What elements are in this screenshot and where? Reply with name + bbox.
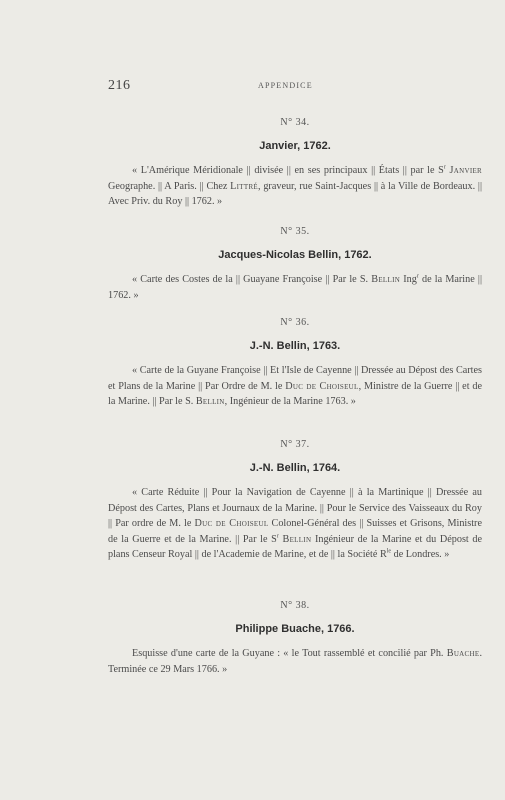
body-text-run: . Terminée ce 29 Mars 1766. » <box>108 648 482 675</box>
body-text-run: , Ingénieur de la Marine 1763. » <box>224 396 356 408</box>
superscript-text: r <box>416 273 419 280</box>
entry-35 <box>108 226 482 303</box>
small-caps-name: Duc de Choiseul <box>285 380 359 392</box>
entry-36 <box>108 317 482 410</box>
entry-body <box>108 646 482 677</box>
entry-38 <box>108 600 482 677</box>
small-caps-name: Janvier <box>449 165 482 176</box>
body-text-run: , graveur, rue Saint-Jacques || à la Ville de Bordeaux. || Avec Priv. du Roy || 1762. » <box>108 180 482 208</box>
entry-number: N° 38. <box>280 600 310 611</box>
entry-37 <box>108 439 482 563</box>
small-caps-name: Buache <box>446 648 480 659</box>
running-head: APPENDICE <box>258 81 313 90</box>
small-caps-name: Duc de Choiseul <box>194 518 269 530</box>
entry-body <box>108 163 482 210</box>
entry-body <box>108 363 482 410</box>
body-text-run: de la Marine || 1762. » <box>108 274 482 301</box>
page-number: 216 <box>108 78 131 93</box>
body-text-run: Ingénieur de la Marine et du Dépost de plans Censeur Royal || de l'Academie de Marine, et de || la Société R <box>108 533 483 561</box>
small-caps-name: Bellin <box>282 533 312 545</box>
body-text-run: Esquisse d'une carte de la Guyane : « le Tout rassemblé et concilié par Ph. <box>132 648 447 659</box>
entry-number: N° 35. <box>280 226 310 237</box>
body-text-run: Colonel-Général des || Suisses et Grisons, Ministre de la Guerre et de la Marine. || Par le S <box>108 518 482 545</box>
superscript-text: r <box>443 164 446 171</box>
entry-heading: Janvier, 1762. <box>259 140 331 152</box>
body-text-run: , Ministre de la Guerre || et de la Marine. || Par le S. <box>108 380 482 408</box>
small-caps-name: Littré <box>230 180 259 192</box>
body-text-run: « Carte de la Guyane Françoise || Et l'Isle de Cayenne || Dressée au Dépost des Cartes et Plans de la Marine || Par Ordre de M. le <box>108 365 482 392</box>
small-caps-name: Bellin <box>195 396 225 408</box>
entry-heading: J.-N. Bellin, 1764. <box>249 462 341 474</box>
entry-heading: Philippe Buache, 1766. <box>235 623 355 635</box>
body-text-run: Geographe. || A Paris. || Chez <box>108 180 231 192</box>
entry-heading: J.-N. Bellin, 1763. <box>249 340 341 352</box>
entry-number: N° 37. <box>280 439 310 450</box>
entry-number: N° 36. <box>280 317 310 328</box>
body-text-run: Ing <box>400 274 417 285</box>
entry-body <box>108 485 482 563</box>
entry-34 <box>108 117 482 210</box>
entry-body <box>108 272 482 303</box>
entry-heading: Jacques-Nicolas Bellin, 1762. <box>218 249 372 261</box>
body-text-run: « Carte des Costes de la || Guayane Françoise || Par le S. <box>132 274 372 285</box>
body-text-run: de Londres. » <box>391 549 450 561</box>
small-caps-name: Bellin <box>371 274 401 285</box>
body-text-run: « Carte Réduite || Pour la Navigation de Cayenne || à la Martinique || Dressée au Dépost des Cartes, Plans et Journaux de la Marine. || Pour le Service des Vaisseaux du Roy || Par ordre de M. le <box>108 487 482 530</box>
page-header <box>108 78 482 96</box>
entry-number: N° 34. <box>280 117 310 128</box>
body-text-run: « L'Amérique Méridionale || divisée || en ses principaux || États || par le S <box>132 165 444 176</box>
superscript-text: r <box>276 533 279 540</box>
superscript-text: le <box>386 548 392 555</box>
